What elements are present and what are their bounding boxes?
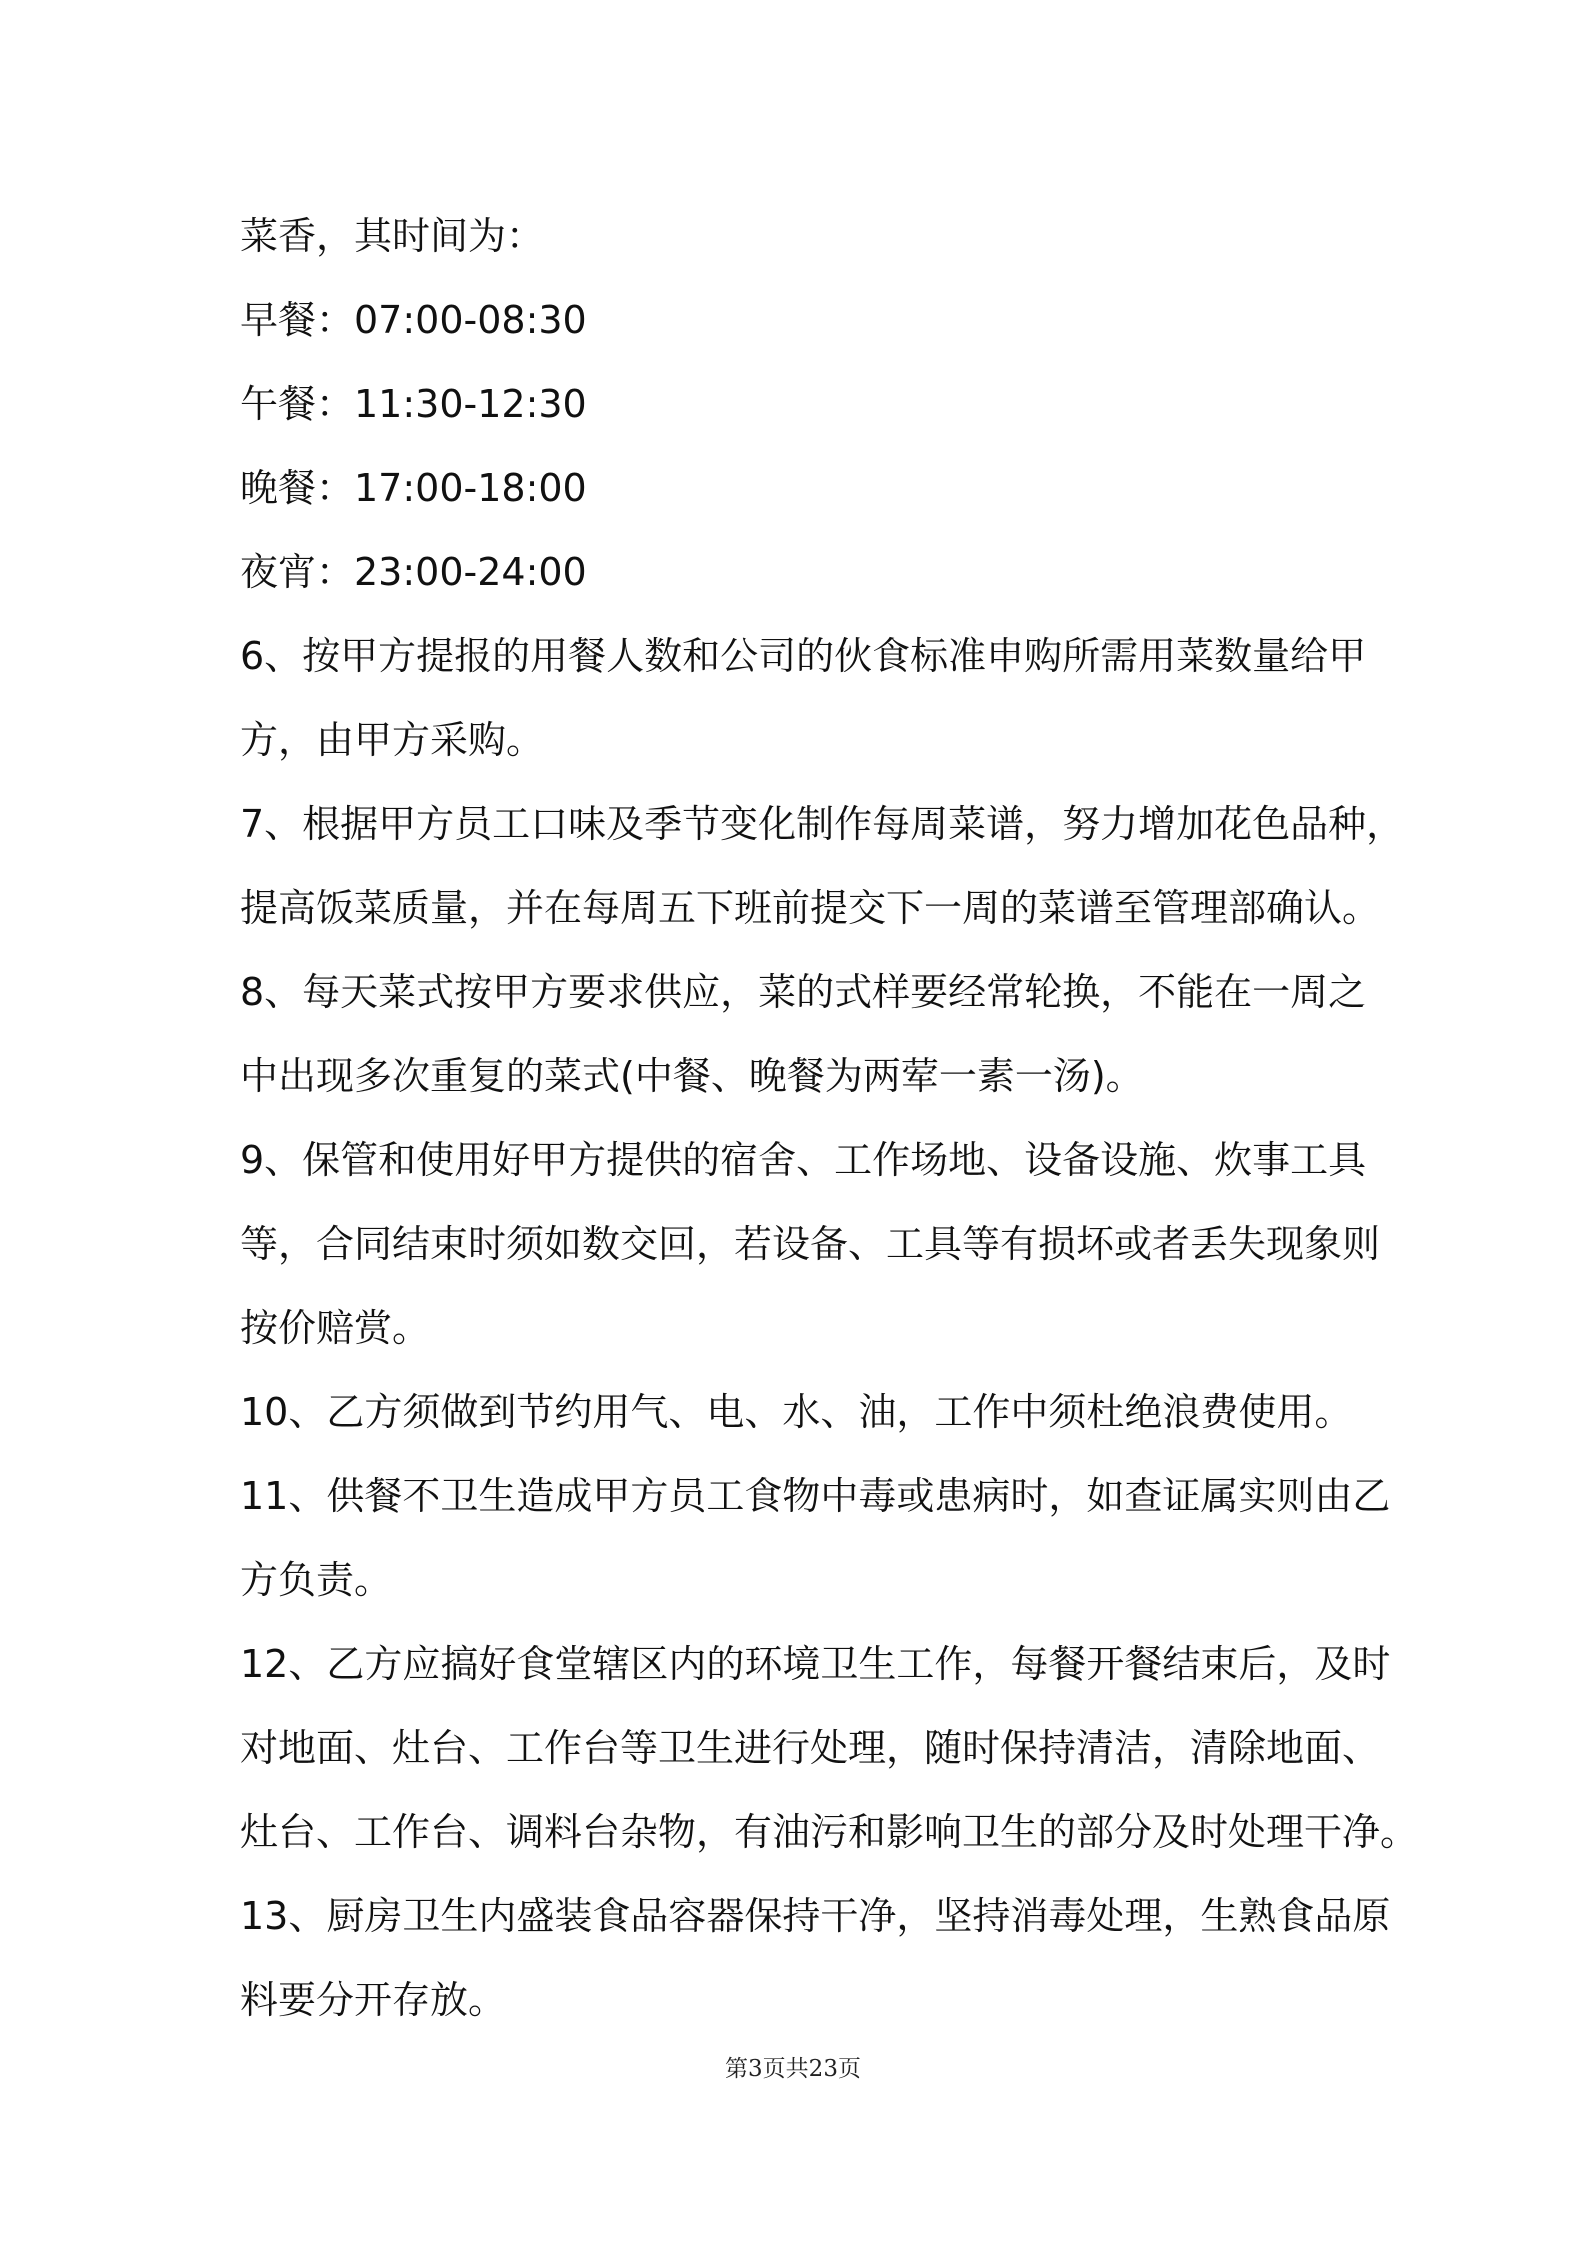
text-line: 10、乙方须做到节约用气、电、水、油，工作中须杜绝浪费使用。 <box>240 1390 1353 1434</box>
text-line: 等，合同结束时须如数交回，若设备、工具等有损坏或者丢失现象则 <box>240 1222 1381 1266</box>
text-line: 11、供餐不卫生造成甲方员工食物中毒或患病时，如查证属实则由乙 <box>240 1474 1391 1518</box>
text-line: 9、保管和使用好甲方提供的宿舍、工作场地、设备设施、炊事工具 <box>240 1138 1367 1182</box>
text-line: 方负责。 <box>240 1558 393 1602</box>
text-line: 菜香，其时间为： <box>240 214 545 258</box>
text-line: 晚餐：17:00-18:00 <box>240 466 587 510</box>
document-body <box>240 194 1419 2042</box>
text-line: 提高饭菜质量，并在每周五下班前提交下一周的菜谱至管理部确认。 <box>240 886 1381 930</box>
text-line: 8、每天菜式按甲方要求供应，菜的式样要经常轮换，不能在一周之 <box>240 970 1367 1014</box>
page-number: 第3页共23页 <box>725 2056 861 2082</box>
text-line: 13、厨房卫生内盛装食品容器保持干净，坚持消毒处理，生熟食品原 <box>240 1894 1391 1938</box>
text-line: 7、根据甲方员工口味及季节变化制作每周菜谱，努力增加花色品种， <box>240 802 1405 846</box>
text-line: 对地面、灶台、工作台等卫生进行处理，随时保持清洁，清除地面、 <box>240 1726 1381 1770</box>
text-line: 中出现多次重复的菜式(中餐、晚餐为两荤一素一汤)。 <box>240 1054 1144 1098</box>
text-line: 午餐：11:30-12:30 <box>240 382 587 426</box>
text-line: 早餐：07:00-08:30 <box>240 298 587 342</box>
text-line: 夜宵：23:00-24:00 <box>240 550 587 594</box>
text-line: 按价赔赏。 <box>240 1306 431 1350</box>
text-line: 12、乙方应搞好食堂辖区内的环境卫生工作，每餐开餐结束后，及时 <box>240 1642 1391 1686</box>
text-line: 6、按甲方提报的用餐人数和公司的伙食标准申购所需用菜数量给甲 <box>240 634 1367 678</box>
text-line: 方，由甲方采购。 <box>240 718 545 762</box>
text-line: 料要分开存放。 <box>240 1978 507 2022</box>
text-line: 灶台、工作台、调料台杂物，有油污和影响卫生的部分及时处理干净。 <box>240 1810 1419 1854</box>
